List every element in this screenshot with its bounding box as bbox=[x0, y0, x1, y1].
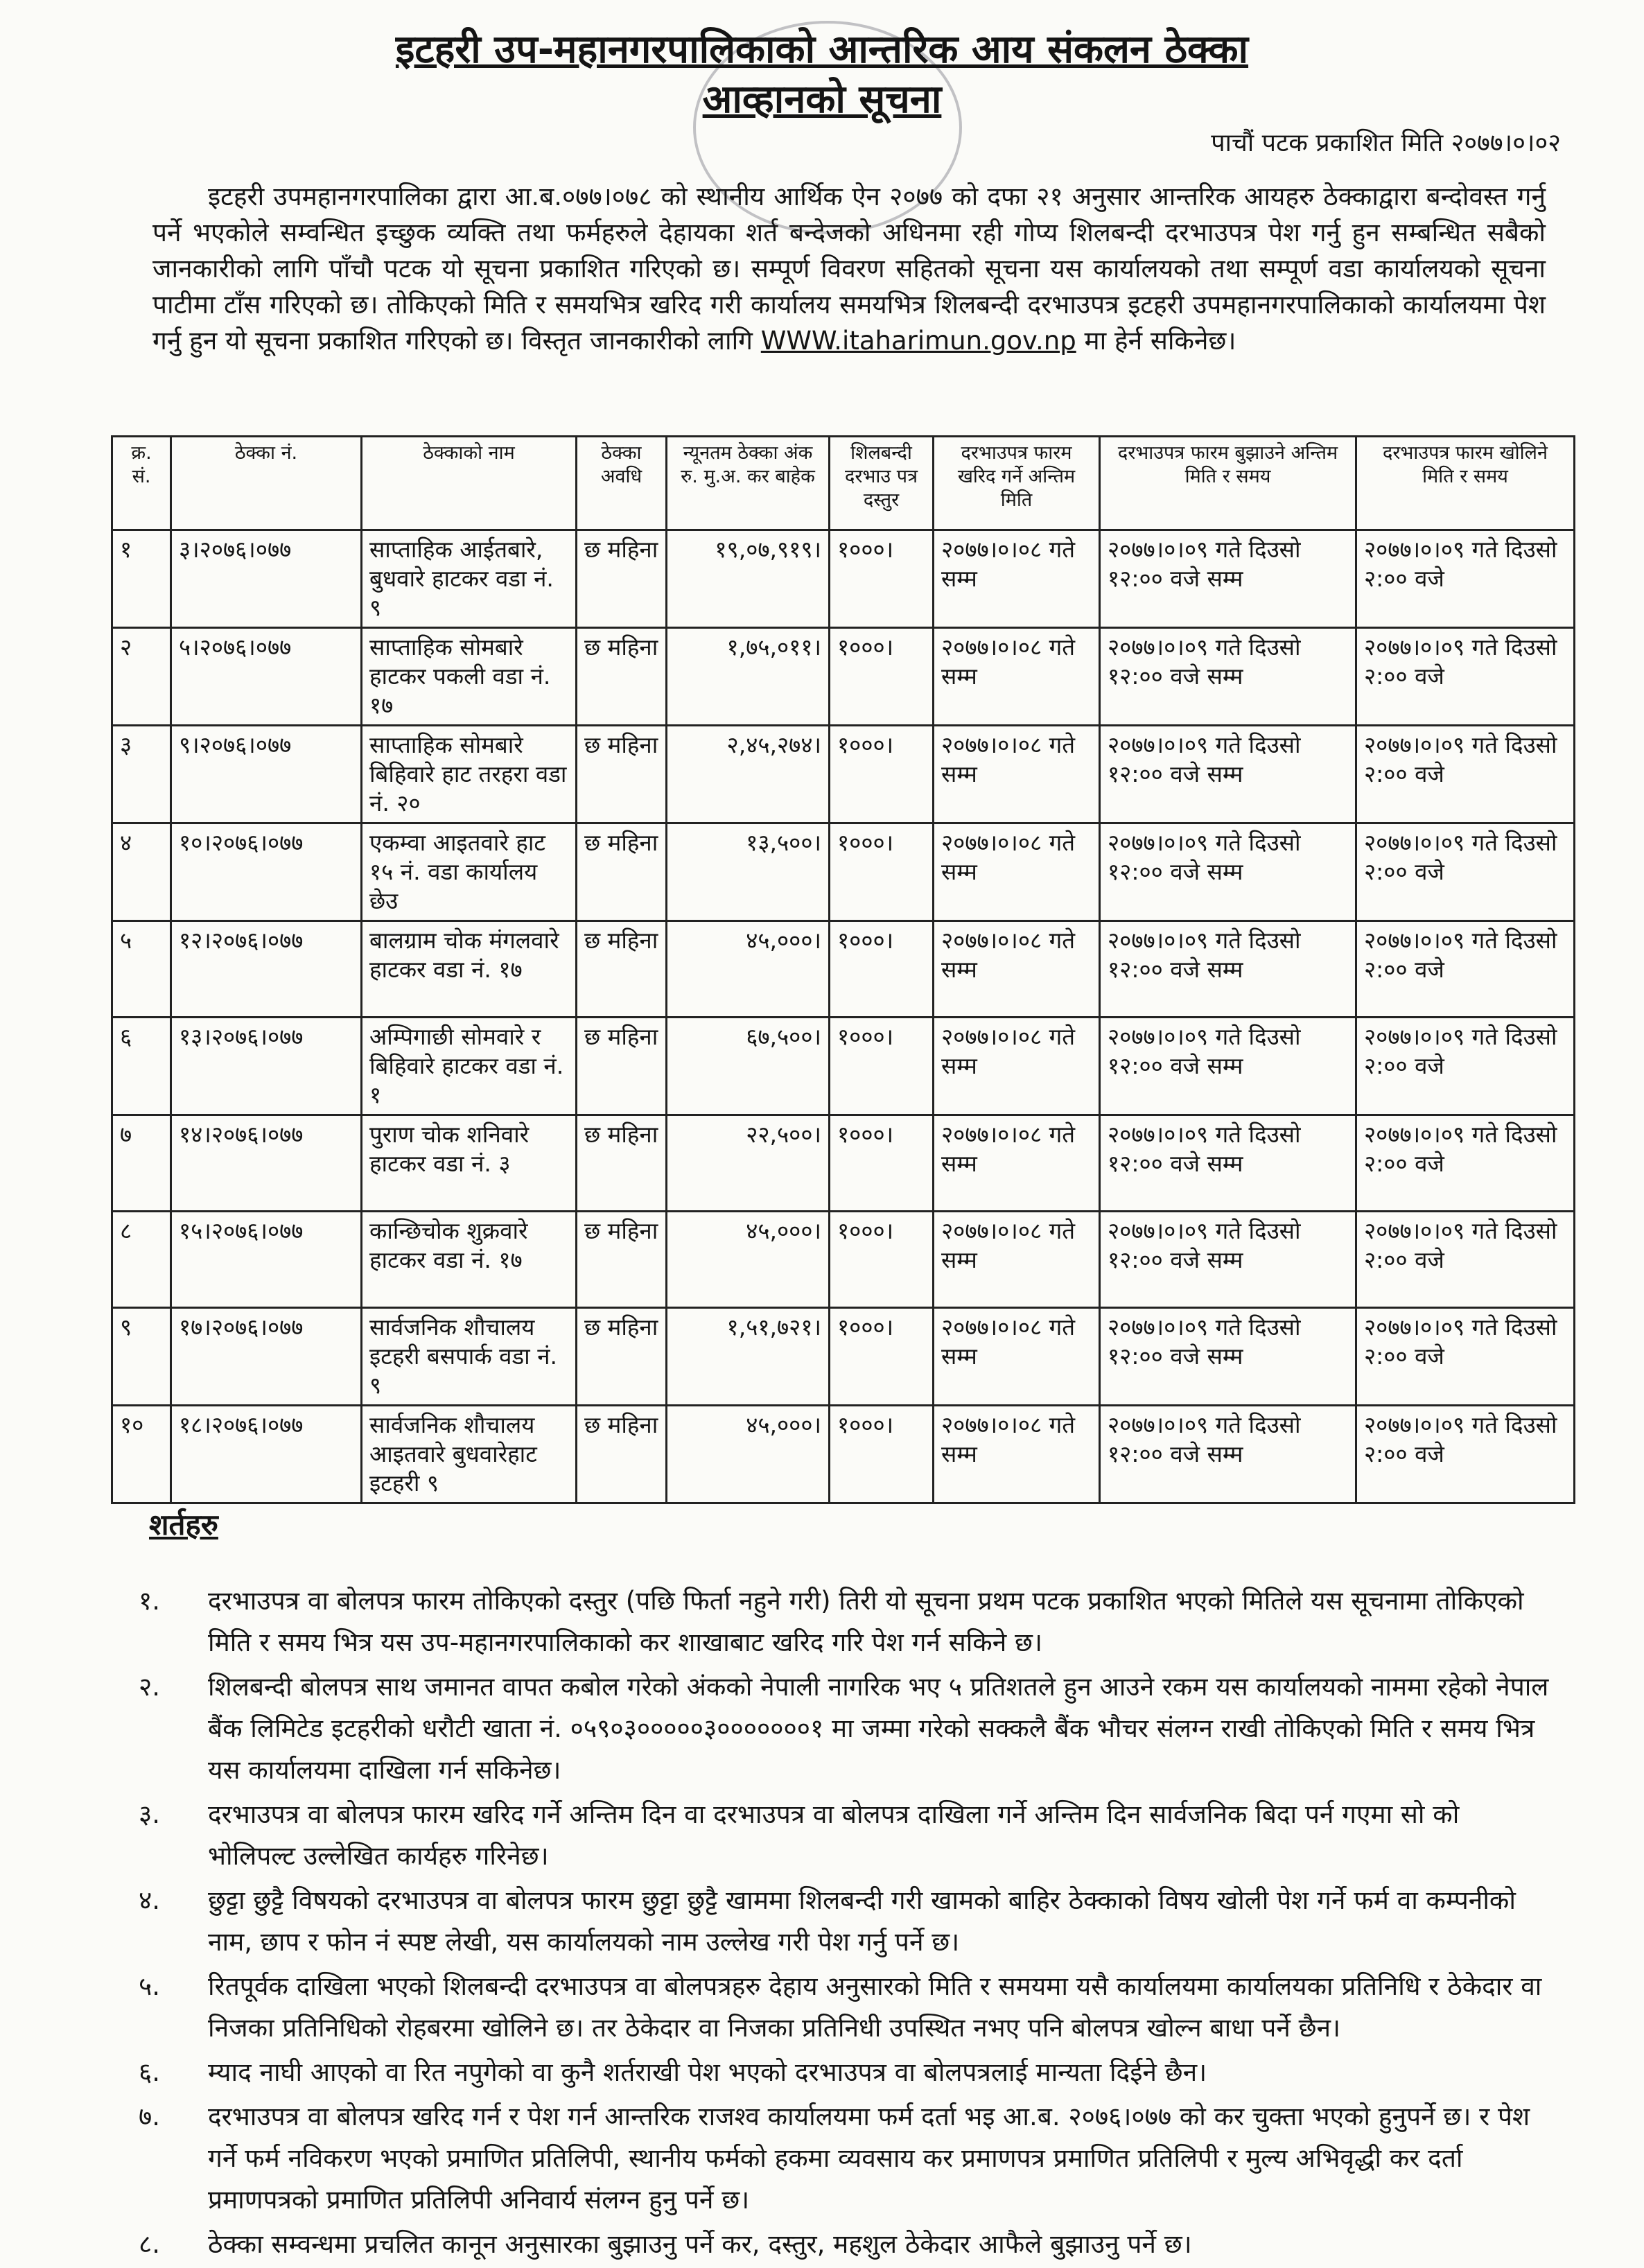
period-cell: छ महिना bbox=[577, 1212, 667, 1308]
table-row bbox=[112, 1115, 1575, 1212]
tender-number-cell: १४।२०७६।०७७ bbox=[171, 1115, 362, 1212]
buy-deadline-cell: २०७७।०।०८ गते सम्म bbox=[934, 530, 1100, 628]
fee-cell: १०००। bbox=[830, 1308, 934, 1406]
tender-number-cell: १७।२०७६।०७७ bbox=[171, 1308, 362, 1406]
serial-cell: १० bbox=[112, 1406, 171, 1503]
intro-paragraph bbox=[152, 179, 1546, 359]
period-cell: छ महिना bbox=[577, 1115, 667, 1212]
opening-time-cell: २०७७।०।०९ गते दिउसो २:०० वजे bbox=[1356, 628, 1575, 726]
tender-name-cell: बालग्राम चोक मंगलवारे हाटकर वडा नं. १७ bbox=[362, 921, 577, 1018]
tender-number-cell: ९।२०७६।०७७ bbox=[171, 726, 362, 823]
tender-number-cell: १२।२०७६।०७७ bbox=[171, 921, 362, 1018]
term-item bbox=[139, 1580, 1553, 1664]
min-amount-cell: १३,५००। bbox=[667, 823, 830, 921]
opening-time-cell: २०७७।०।०९ गते दिउसो २:०० वजे bbox=[1356, 921, 1575, 1018]
submit-deadline-cell: २०७७।०।०९ गते दिउसो १२:०० वजे सम्म bbox=[1100, 1115, 1356, 1212]
opening-time-cell: २०७७।०।०९ गते दिउसो २:०० वजे bbox=[1356, 1115, 1575, 1212]
buy-deadline-cell: २०७७।०।०८ गते सम्म bbox=[934, 628, 1100, 726]
term-item bbox=[139, 2052, 1553, 2093]
table-row bbox=[112, 1018, 1575, 1115]
term-text: शिलबन्दी बोलपत्र साथ जमानत वापत कबोल गरेको अंकको नेपाली नागरिक भए ५ प्रतिशतले हुन आउने रकम यस कार्यालयको नाममा रहेको नेपाल बैंक लिमिटेड इटहरीको धरौटी खाता नं. ०५९०३०००००३०००००००१ मा जम्मा गरेको सक्कलै बैंक भौचर संलग्न राखी तोकिएको मिति र समय भित्र यस कार्यालयमा दाखिला गर्न सकिनेछ। bbox=[208, 1672, 1549, 1785]
col-header: दरभाउपत्र फारम खरिद गर्ने अन्तिम मिति bbox=[934, 437, 1100, 530]
opening-time-cell: २०७७।०।०९ गते दिउसो २:०० वजे bbox=[1356, 530, 1575, 628]
term-text: दरभाउपत्र वा बोलपत्र खरिद गर्न र पेश गर्न आन्तरिक राजश्व कार्यालयमा फर्म दर्ता भइ आ.ब. २०७६।०७७ को कर चुक्ता भएको हुनुपर्ने छ। र पेश गर्ने फर्म नविकरण भएको प्रमाणित प्रतिलिपी, स्थानीय फर्मको हकमा व्यवसाय कर प्रमाणपत्र प्रमाणित प्रतिलिपी र मुल्य अभिवृद्धी कर दर्ता प्रमाणपत्रको प्रमाणित प्रतिलिपी अनिवार्य संलग्न हुनु पर्ने छ। bbox=[208, 2102, 1530, 2215]
buy-deadline-cell: २०७७।०।०८ गते सम्म bbox=[934, 726, 1100, 823]
period-cell: छ महिना bbox=[577, 1406, 667, 1503]
fee-cell: १०००। bbox=[830, 1018, 934, 1115]
period-cell: छ महिना bbox=[577, 1018, 667, 1115]
tender-name-cell: कान्छिचोक शुक्रवारे हाटकर वडा नं. १७ bbox=[362, 1212, 577, 1308]
term-number: ३. bbox=[139, 1799, 161, 1829]
min-amount-cell: ४५,०००। bbox=[667, 1406, 830, 1503]
opening-time-cell: २०७७।०।०९ गते दिउसो २:०० वजे bbox=[1356, 1406, 1575, 1503]
term-number: २. bbox=[139, 1672, 161, 1702]
fee-cell: १०००। bbox=[830, 726, 934, 823]
serial-cell: ५ bbox=[112, 921, 171, 1018]
term-number: ८. bbox=[139, 2229, 161, 2259]
term-text: म्याद नाघी आएको वा रित नपुगेको वा कुनै शर्तराखी पेश भएको दरभाउपत्र वा बोलपत्रलाई मान्यता दिईने छैन। bbox=[208, 2057, 1207, 2087]
tender-table bbox=[111, 435, 1575, 1504]
table-row bbox=[112, 921, 1575, 1018]
min-amount-cell: ६७,५००। bbox=[667, 1018, 830, 1115]
buy-deadline-cell: २०७७।०।०८ गते सम्म bbox=[934, 1115, 1100, 1212]
submit-deadline-cell: २०७७।०।०९ गते दिउसो १२:०० वजे सम्म bbox=[1100, 921, 1356, 1018]
term-item bbox=[139, 1666, 1553, 1791]
opening-time-cell: २०७७।०।०९ गते दिउसो २:०० वजे bbox=[1356, 1308, 1575, 1406]
serial-cell: ३ bbox=[112, 726, 171, 823]
fee-cell: १०००। bbox=[830, 1406, 934, 1503]
serial-cell: ८ bbox=[112, 1212, 171, 1308]
term-text: रितपूर्वक दाखिला भएको शिलबन्दी दरभाउपत्र वा बोलपत्रहरु देहाय अनुसारको मिति र समयमा यसै कार्यालयमा कार्यालयका प्रतिनिधि र ठेकेदार वा निजका प्रतिनिधिको रोहबरमा खोलिने छ। तर ठेकेदार वा निजका प्रतिनिधी उपस्थित नभए पनि बोलपत्र खोल्न बाधा पर्ने छैन। bbox=[208, 1971, 1542, 2043]
terms-heading: शर्तहरु bbox=[149, 1508, 218, 1542]
min-amount-cell: २२,५००। bbox=[667, 1115, 830, 1212]
website-link[interactable]: WWW.itaharimun.gov.np bbox=[760, 326, 1076, 356]
tender-name-cell: अम्पिगाछी सोमवारे र बिहिवारे हाटकर वडा नं. १ bbox=[362, 1018, 577, 1115]
term-number: ६. bbox=[139, 2057, 161, 2087]
submit-deadline-cell: २०७७।०।०९ गते दिउसो १२:०० वजे सम्म bbox=[1100, 1018, 1356, 1115]
tender-name-cell: साप्ताहिक सोमबारे बिहिवारे हाट तरहरा वडा नं. २० bbox=[362, 726, 577, 823]
term-item bbox=[139, 2224, 1553, 2265]
table-row bbox=[112, 823, 1575, 921]
published-date: पाचौं पटक प्रकाशित मिति २०७७।०।०२ bbox=[1211, 129, 1561, 157]
tender-name-cell: साप्ताहिक सोमबारे हाटकर पकली वडा नं. १७ bbox=[362, 628, 577, 726]
serial-cell: २ bbox=[112, 628, 171, 726]
fee-cell: १०००। bbox=[830, 1115, 934, 1212]
fee-cell: १०००। bbox=[830, 628, 934, 726]
tender-name-cell: साप्ताहिक आईतबारे, बुधवारे हाटकर वडा नं. ९ bbox=[362, 530, 577, 628]
buy-deadline-cell: २०७७।०।०८ गते सम्म bbox=[934, 1018, 1100, 1115]
col-header: न्यूनतम ठेक्का अंक रु. मु.अ. कर बाहेक bbox=[667, 437, 830, 530]
intro-text: इटहरी उपमहानगरपालिका द्वारा आ.ब.०७७।०७८ को स्थानीय आर्थिक ऐन २०७७ को दफा २१ अनुसार आन्तरिक आयहरु ठेक्काद्वारा बन्दोवस्त गर्नु पर्ने भएकोले सम्वन्धित इच्छुक व्यक्ति तथा फर्महरुले देहायका शर्त बन्देजको अधिनमा रही गोप्य शिलबन्दी दरभाउपत्र पेश गर्नु हुन सम्बन्धित सबैको जानकारीको लागि पाँचौ पटक यो सूचना प्रकाशित गरिएको छ। सम्पूर्ण विवरण सहितको सूचना यस कार्यालयको तथा सम्पूर्ण वडा कार्यालयको सूचना पाटीमा टाँस गरिएको छ। तोकिएको मिति र समयभित्र खरिद गरी कार्यालय समयभित्र शिलबन्दी दरभाउपत्र इटहरी उपमहानगरपालिकाको कार्यालयमा पेश गर्नु हुन यो सूचना प्रकाशित गरिएको छ। विस्तृत जानकारीको लागि bbox=[152, 182, 1546, 356]
submit-deadline-cell: २०७७।०।०९ गते दिउसो १२:०० वजे सम्म bbox=[1100, 1406, 1356, 1503]
opening-time-cell: २०७७।०।०९ गते दिउसो २:०० वजे bbox=[1356, 1018, 1575, 1115]
col-header: दरभाउपत्र फारम बुझाउने अन्तिम मिति र समय bbox=[1100, 437, 1356, 530]
opening-time-cell: २०७७।०।०९ गते दिउसो २:०० वजे bbox=[1356, 1212, 1575, 1308]
period-cell: छ महिना bbox=[577, 628, 667, 726]
term-item bbox=[139, 1794, 1553, 1877]
term-text: दरभाउपत्र वा बोलपत्र फारम तोकिएको दस्तुर (पछि फिर्ता नहुने गरी) तिरी यो सूचना प्रथम पटक प्रकाशित भएको मितिले यस सूचनामा तोकिएको मिति र समय भित्र यस उप-महानगरपालिकाको कर शाखाबाट खरिद गरि पेश गर्न सकिने छ। bbox=[208, 1586, 1524, 1657]
tender-number-cell: १०।२०७६।०७७ bbox=[171, 823, 362, 921]
period-cell: छ महिना bbox=[577, 530, 667, 628]
serial-cell: ४ bbox=[112, 823, 171, 921]
min-amount-cell: १,५१,७२१। bbox=[667, 1308, 830, 1406]
table-row bbox=[112, 1406, 1575, 1503]
col-header: ठेक्काको नाम bbox=[362, 437, 577, 530]
period-cell: छ महिना bbox=[577, 823, 667, 921]
tender-number-cell: ५।२०७६।०७७ bbox=[171, 628, 362, 726]
submit-deadline-cell: २०७७।०।०९ गते दिउसो १२:०० वजे सम्म bbox=[1100, 1308, 1356, 1406]
table-row bbox=[112, 1308, 1575, 1406]
serial-cell: ७ bbox=[112, 1115, 171, 1212]
notice-title bbox=[0, 25, 1644, 125]
title-line-2: आव्हानको सूचना bbox=[702, 77, 942, 122]
table-header-row bbox=[112, 437, 1575, 530]
serial-cell: १ bbox=[112, 530, 171, 628]
tender-number-cell: ३।२०७६।०७७ bbox=[171, 530, 362, 628]
min-amount-cell: २,४५,२७४। bbox=[667, 726, 830, 823]
term-text: दरभाउपत्र वा बोलपत्र फारम खरिद गर्ने अन्तिम दिन वा दरभाउपत्र वा बोलपत्र दाखिला गर्ने अन्तिम दिन सार्वजनिक बिदा पर्न गएमा सो को भोलिपल्ट उल्लेखित कार्यहरु गरिनेछ। bbox=[208, 1799, 1460, 1871]
table-row bbox=[112, 530, 1575, 628]
col-header: शिलबन्दी दरभाउ पत्र दस्तुर bbox=[830, 437, 934, 530]
term-number: १. bbox=[139, 1586, 161, 1616]
terms-list bbox=[139, 1580, 1553, 2268]
min-amount-cell: १९,०७,९१९। bbox=[667, 530, 830, 628]
buy-deadline-cell: २०७७।०।०८ गते सम्म bbox=[934, 1406, 1100, 1503]
buy-deadline-cell: २०७७।०।०८ गते सम्म bbox=[934, 1212, 1100, 1308]
period-cell: छ महिना bbox=[577, 1308, 667, 1406]
min-amount-cell: ४५,०००। bbox=[667, 921, 830, 1018]
tender-name-cell: एकम्वा आइतवारे हाट १५ नं. वडा कार्यालय छेउ bbox=[362, 823, 577, 921]
buy-deadline-cell: २०७७।०।०८ गते सम्म bbox=[934, 1308, 1100, 1406]
fee-cell: १०००। bbox=[830, 530, 934, 628]
buy-deadline-cell: २०७७।०।०८ गते सम्म bbox=[934, 823, 1100, 921]
fee-cell: १०००। bbox=[830, 1212, 934, 1308]
term-number: ७. bbox=[139, 2102, 161, 2131]
col-header: क्र. सं. bbox=[112, 437, 171, 530]
submit-deadline-cell: २०७७।०।०९ गते दिउसो १२:०० वजे सम्म bbox=[1100, 726, 1356, 823]
table-row bbox=[112, 628, 1575, 726]
term-item bbox=[139, 2096, 1553, 2221]
serial-cell: ६ bbox=[112, 1018, 171, 1115]
submit-deadline-cell: २०७७।०।०९ गते दिउसो १२:०० वजे सम्म bbox=[1100, 1212, 1356, 1308]
tender-name-cell: पुराण चोक शनिवारे हाटकर वडा नं. ३ bbox=[362, 1115, 577, 1212]
table-row bbox=[112, 726, 1575, 823]
tender-name-cell: सार्वजनिक शौचालय आइतवारे बुधवारेहाट इटहरी ९ bbox=[362, 1406, 577, 1503]
term-number: ४. bbox=[139, 1885, 161, 1915]
opening-time-cell: २०७७।०।०९ गते दिउसो २:०० वजे bbox=[1356, 726, 1575, 823]
tender-number-cell: १५।२०७६।०७७ bbox=[171, 1212, 362, 1308]
fee-cell: १०००। bbox=[830, 823, 934, 921]
tender-name-cell: सार्वजनिक शौचालय इटहरी बसपार्क वडा नं. ९ bbox=[362, 1308, 577, 1406]
serial-cell: ९ bbox=[112, 1308, 171, 1406]
period-cell: छ महिना bbox=[577, 921, 667, 1018]
submit-deadline-cell: २०७७।०।०९ गते दिउसो १२:०० वजे सम्म bbox=[1100, 823, 1356, 921]
term-number: ५. bbox=[139, 1971, 161, 2001]
fee-cell: १०००। bbox=[830, 921, 934, 1018]
col-header: दरभाउपत्र फारम खोलिने मिति र समय bbox=[1356, 437, 1575, 530]
table-row bbox=[112, 1212, 1575, 1308]
submit-deadline-cell: २०७७।०।०९ गते दिउसो १२:०० वजे सम्म bbox=[1100, 530, 1356, 628]
term-text: छुट्टा छुट्टै विषयको दरभाउपत्र वा बोलपत्र फारम छुट्टा छुट्टै खाममा शिलबन्दी गरी खामको बाहिर ठेक्काको विषय खोली पेश गर्ने फर्म वा कम्पनीको नाम, छाप र फोन नं स्पष्ट लेखी, यस कार्यालयको नाम उल्लेख गरी पेश गर्नु पर्ने छ। bbox=[208, 1885, 1516, 1957]
min-amount-cell: १,७५,०११। bbox=[667, 628, 830, 726]
title-line-1: इटहरी उप-महानगरपालिकाको आन्तरिक आय संकलन ठेक्का bbox=[395, 27, 1249, 72]
term-item bbox=[139, 1880, 1553, 1963]
tender-number-cell: १८।२०७६।०७७ bbox=[171, 1406, 362, 1503]
intro-suffix: मा हेर्न सकिनेछ। bbox=[1076, 326, 1236, 356]
col-header: ठेक्का नं. bbox=[171, 437, 362, 530]
tender-number-cell: १३।२०७६।०७७ bbox=[171, 1018, 362, 1115]
opening-time-cell: २०७७।०।०९ गते दिउसो २:०० वजे bbox=[1356, 823, 1575, 921]
term-text: ठेक्का सम्वन्धमा प्रचलित कानून अनुसारका बुझाउनु पर्ने कर, दस्तुर, महशुल ठेकेदार आफैले बुझाउनु पर्ने छ। bbox=[208, 2229, 1192, 2259]
min-amount-cell: ४५,०००। bbox=[667, 1212, 830, 1308]
buy-deadline-cell: २०७७।०।०८ गते सम्म bbox=[934, 921, 1100, 1018]
term-item bbox=[139, 1966, 1553, 2049]
col-header: ठेक्का अवधि bbox=[577, 437, 667, 530]
period-cell: छ महिना bbox=[577, 726, 667, 823]
submit-deadline-cell: २०७७।०।०९ गते दिउसो १२:०० वजे सम्म bbox=[1100, 628, 1356, 726]
